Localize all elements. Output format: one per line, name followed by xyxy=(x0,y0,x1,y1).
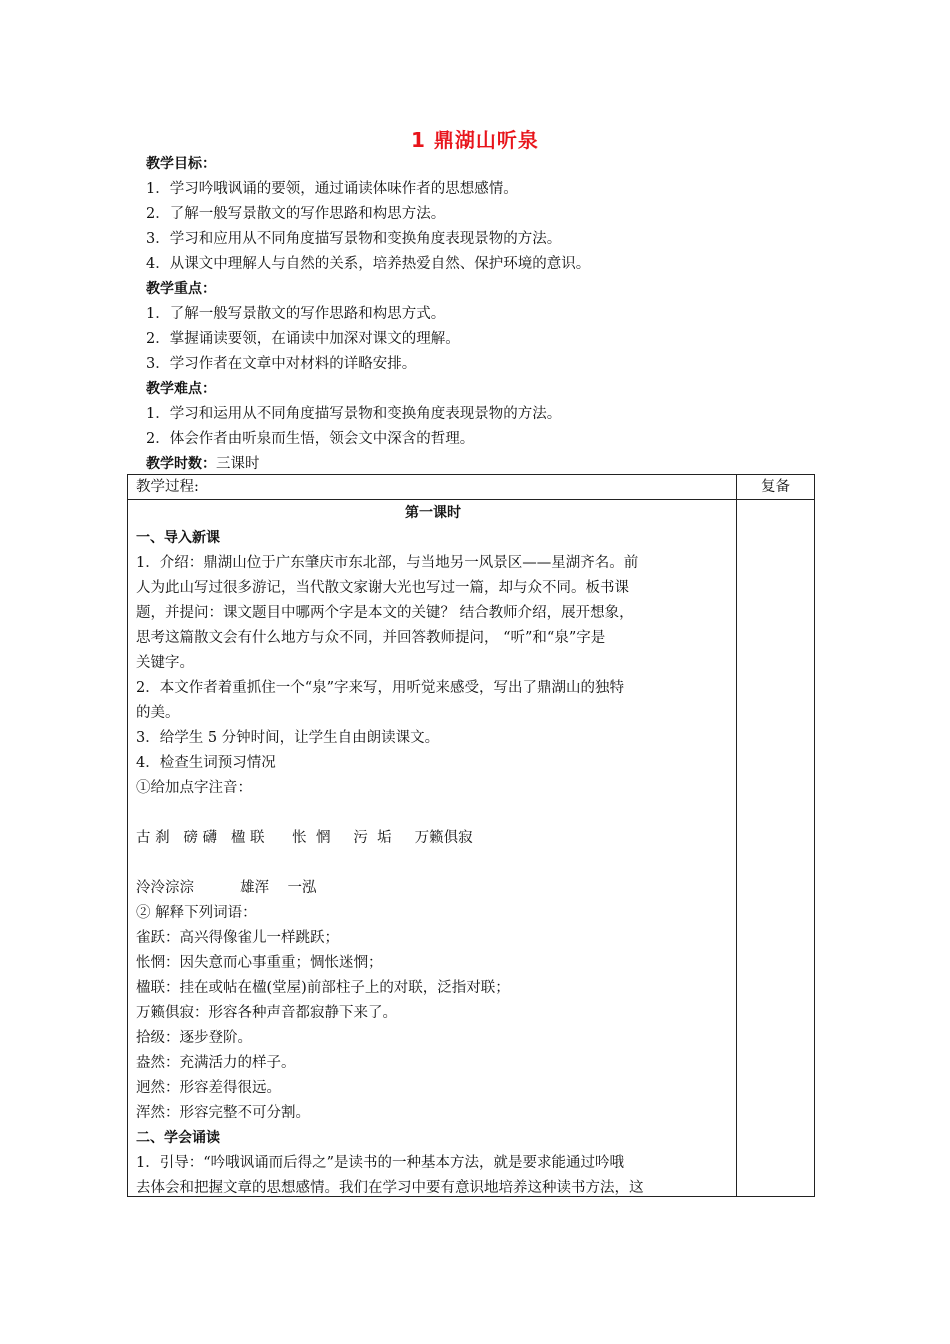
hours-value: 三课时 xyxy=(216,456,260,472)
table-header-row xyxy=(128,475,814,500)
objective-item: 1．学习吟哦讽诵的要领，通过诵读体味作者的思想感情。 xyxy=(146,181,518,197)
section-heading: 一、导入新课 xyxy=(136,530,220,546)
lesson-intro xyxy=(146,152,746,477)
hours-label: 教学时数： xyxy=(146,456,216,472)
paragraph-line: 3．给学生 5 分钟时间，让学生自由朗读课文。 xyxy=(136,730,440,746)
definition-item: 万籁俱寂：形容各种声音都寂静下来了。 xyxy=(136,1005,397,1021)
key-point-item: 3．学习作者在文章中对材料的详略安排。 xyxy=(146,356,417,372)
definition-item: 盎然：充满活力的样子。 xyxy=(136,1055,296,1071)
review-label: 复备 xyxy=(761,479,790,495)
difficulty-item: 1．学习和运用从不同角度描写景物和变换角度表现景物的方法。 xyxy=(146,406,562,422)
paragraph-line: 的美。 xyxy=(136,705,180,721)
process-content xyxy=(136,500,730,1201)
paragraph-line: 去体会和把握文章的思想感情。我们在学习中要有意识地培养这种读书方法，这 xyxy=(136,1180,644,1196)
vocab-row: 泠泠淙淙 雄浑 一泓 xyxy=(136,880,317,896)
definition-item: 楹联：挂在或帖在楹(堂屋)前部柱子上的对联，泛指对联； xyxy=(136,980,510,996)
section-heading: 二、学会诵读 xyxy=(136,1130,220,1146)
process-label: 教学过程: xyxy=(136,479,199,495)
objectives-heading: 教学目标： xyxy=(146,156,216,172)
teaching-process-table xyxy=(127,474,815,1197)
difficulty-item: 2．体会作者由听泉而生悟，领会文中深含的哲理。 xyxy=(146,431,475,447)
paragraph-line: 题，并提问：课文题目中哪两个字是本文的关键？ 结合教师介绍，展开想象， xyxy=(136,605,634,621)
paragraph-line: 1．引导：“吟哦讽诵而后得之”是读书的一种基本方法，就是要求能通过吟哦 xyxy=(136,1155,625,1171)
key-point-item: 2．掌握诵读要领，在诵读中加深对课文的理解。 xyxy=(146,331,460,347)
vocab-row: 古 刹 磅 礴 楹 联 怅 惘 污 垢 万籁俱寂 xyxy=(136,830,473,846)
key-point-item: 1．了解一般写景散文的写作思路和构思方式。 xyxy=(146,306,446,322)
blank-line xyxy=(136,801,730,826)
column-divider xyxy=(736,475,737,1196)
objective-item: 4．从课文中理解人与自然的关系，培养热爱自然、保护环境的意识。 xyxy=(146,256,591,272)
sub-heading: ①给加点字注音： xyxy=(136,780,252,796)
definition-item: 怅惘：因失意而心事重重；惆怅迷惘； xyxy=(136,955,383,971)
definition-item: 拾级：逐步登阶。 xyxy=(136,1030,252,1046)
objective-item: 3．学习和应用从不同角度描写景物和变换角度表现景物的方法。 xyxy=(146,231,562,247)
definition-item: 浑然：形容完整不可分割。 xyxy=(136,1105,310,1121)
paragraph-line: 1．介绍：鼎湖山位于广东肇庆市东北部，与当地另一风景区——星湖齐名。前 xyxy=(136,555,639,571)
sub-heading: ② 解释下列词语： xyxy=(136,905,257,921)
paragraph-line: 思考这篇散文会有什么地方与众不同，并回答教师提问， “听”和“泉”字是 xyxy=(136,630,606,646)
objective-item: 2．了解一般写景散文的写作思路和构思方法。 xyxy=(146,206,446,222)
document-title: 1 鼎湖山听泉 xyxy=(411,128,539,152)
blank-line xyxy=(136,851,730,876)
paragraph-line: 2．本文作者着重抓住一个“泉”字来写，用听觉来感受，写出了鼎湖山的独特 xyxy=(136,680,625,696)
definition-item: 雀跃：高兴得像雀儿一样跳跃； xyxy=(136,930,339,946)
definition-item: 迥然：形容差得很远。 xyxy=(136,1080,281,1096)
key-points-heading: 教学重点： xyxy=(146,281,216,297)
paragraph-line: 4．检查生词预习情况 xyxy=(136,755,276,771)
paragraph-line: 关键字。 xyxy=(136,655,194,671)
difficulties-heading: 教学难点： xyxy=(146,381,216,397)
lesson-title: 第一课时 xyxy=(405,505,461,521)
paragraph-line: 人为此山写过很多游记，当代散文家谢大光也写过一篇，却与众不同。板书课 xyxy=(136,580,629,596)
